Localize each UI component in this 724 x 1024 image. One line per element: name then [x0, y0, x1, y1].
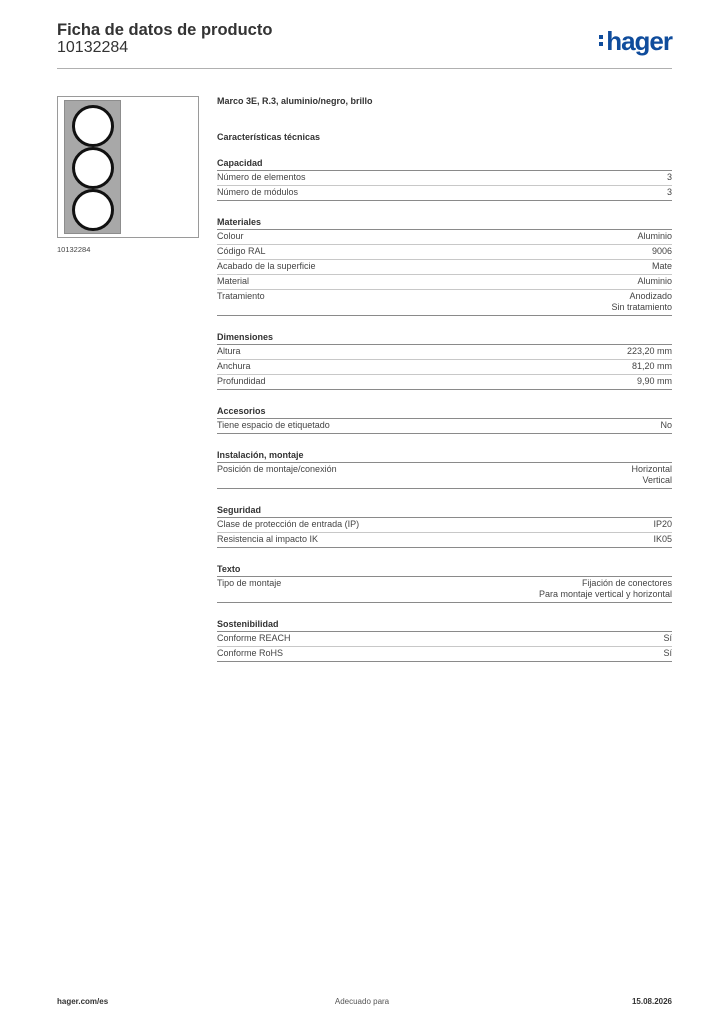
- spec-value: Sí: [663, 648, 672, 658]
- spec-section: [217, 504, 672, 548]
- spec-label: Conforme REACH: [217, 633, 291, 643]
- spec-value: No: [660, 420, 672, 430]
- spec-section: [217, 449, 672, 489]
- spec-row: [217, 245, 672, 260]
- spec-row: [217, 577, 672, 603]
- spec-label: Tipo de montaje: [217, 578, 282, 588]
- spec-sections: [217, 157, 672, 662]
- spec-label: Resistencia al impacto IK: [217, 534, 319, 544]
- frame-opening-3: [72, 189, 114, 231]
- product-description: Marco 3E, R.3, aluminio/negro, brillo: [217, 96, 373, 106]
- spec-row: [217, 171, 672, 186]
- product-specifications: [217, 96, 672, 662]
- spec-value: Fijación de conectores Para montaje vertical y horizontal: [538, 578, 672, 599]
- spec-label: Anchura: [217, 361, 251, 371]
- spec-value: 223,20 mm: [626, 346, 672, 356]
- section-title: Texto: [217, 563, 672, 577]
- footer-date: 15.08.2026: [631, 997, 672, 1006]
- page-title: Ficha de datos de producto: [57, 21, 273, 39]
- spec-label: Profundidad: [217, 376, 266, 386]
- spec-row: [217, 375, 672, 390]
- spec-value: 3: [666, 172, 672, 182]
- characteristics-heading: Características técnicas: [217, 132, 321, 142]
- logo-dots-icon: [599, 32, 604, 49]
- spec-row: [217, 186, 672, 201]
- section-title: Instalación, montaje: [217, 449, 672, 463]
- footer-website: hager.com/es: [57, 997, 109, 1006]
- spec-label: Clase de protección de entrada (IP): [217, 519, 360, 529]
- spec-label: Altura: [217, 346, 241, 356]
- spec-section: [217, 563, 672, 603]
- spec-section: [217, 157, 672, 201]
- spec-row: [217, 275, 672, 290]
- section-title: Dimensiones: [217, 331, 672, 345]
- hager-logo: [599, 26, 672, 57]
- spec-section: [217, 216, 672, 316]
- section-title: Seguridad: [217, 504, 672, 518]
- spec-label: Tiene espacio de etiquetado: [217, 420, 330, 430]
- spec-row: [217, 533, 672, 548]
- spec-value: 9006: [651, 246, 672, 256]
- spec-section: [217, 405, 672, 434]
- spec-section: [217, 331, 672, 390]
- spec-row: [217, 230, 672, 245]
- footer-note: Adecuado para: [334, 997, 390, 1006]
- spec-row: [217, 463, 672, 489]
- spec-row: [217, 632, 672, 647]
- spec-value: Aluminio: [637, 276, 672, 286]
- spec-value: Aluminio: [637, 231, 672, 241]
- spec-value: IP20: [653, 519, 672, 529]
- spec-label: Posición de montaje/conexión: [217, 464, 337, 474]
- spec-section: [217, 618, 672, 662]
- section-title: Materiales: [217, 216, 672, 230]
- spec-row: [217, 260, 672, 275]
- spec-label: Número de módulos: [217, 187, 299, 197]
- spec-label: Conforme RoHS: [217, 648, 284, 658]
- section-title: Accesorios: [217, 405, 672, 419]
- spec-value: Mate: [651, 261, 672, 271]
- image-caption: 10132284: [57, 245, 91, 254]
- spec-value: Anodizado Sin tratamiento: [611, 291, 672, 312]
- spec-row: [217, 518, 672, 533]
- spec-label: Acabado de la superficie: [217, 261, 316, 271]
- product-image: [57, 96, 199, 238]
- logo-text: hager: [606, 26, 672, 56]
- spec-label: Tratamiento: [217, 291, 265, 301]
- spec-row: [217, 345, 672, 360]
- spec-row: [217, 360, 672, 375]
- frame-plate: [64, 100, 121, 234]
- product-number: 10132284: [57, 39, 129, 56]
- spec-label: Código RAL: [217, 246, 266, 256]
- spec-label: Material: [217, 276, 250, 286]
- spec-label: Número de elementos: [217, 172, 306, 182]
- spec-label: Colour: [217, 231, 244, 241]
- spec-value: Horizontal Vertical: [631, 464, 672, 485]
- frame-opening-2: [72, 147, 114, 189]
- spec-value: 9,90 mm: [636, 376, 672, 386]
- spec-value: 3: [666, 187, 672, 197]
- spec-row: [217, 647, 672, 662]
- spec-value: Sí: [663, 633, 672, 643]
- spec-value: 81,20 mm: [631, 361, 672, 371]
- spec-row: [217, 290, 672, 316]
- spec-value: IK05: [653, 534, 672, 544]
- header-divider: [57, 68, 672, 69]
- section-title: Capacidad: [217, 157, 672, 171]
- frame-opening-1: [72, 105, 114, 147]
- spec-row: [217, 419, 672, 434]
- section-title: Sostenibilidad: [217, 618, 672, 632]
